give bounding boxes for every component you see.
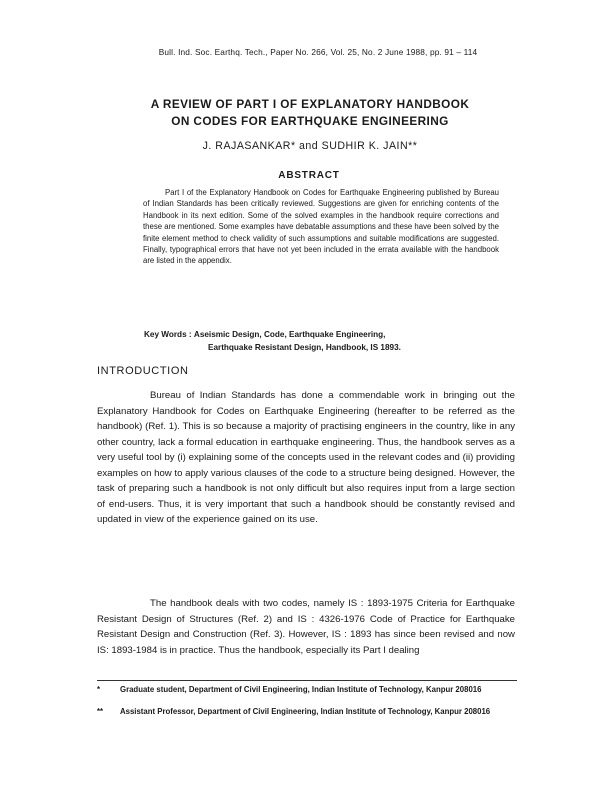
keywords-label: Key Words : (144, 330, 192, 339)
keywords-block (144, 328, 500, 354)
introduction-paragraph-1: Bureau of Indian Standards has done a commendable work in bringing out the Explanatory Handbook for Codes on Earthquake Engineering (hereafter to be referred as the handbook) (Ref. 1). This is so because a majority of practising engineers in the country, like in any other country, lack a formal education in earthquake engineering. Thus, the handbook serves as a very useful tool by (i) explaining some of the concepts used in the relevant codes and (ii) providing examples on how to apply various clauses of the code to a structure being designed. However, the task of preparing such a handbook is not only difficult but also requires input from a large section of end-users. Thus, it is very important that such a handbook should be constantly revised and updated in view of the experience gained on its use. (97, 390, 515, 525)
footnote-2-text: Assistant Professor, Department of Civil Engineering, Indian Institute of Technology, Kanpur 208016 (120, 707, 491, 716)
introduction-paragraph-2: The handbook deals with two codes, namely IS : 1893-1975 Criteria for Earthquake Resistant Design of Structures (Ref. 2) and IS : 4326-1976 Code of Practice for Earthquake Resistant Design and Construction (Ref. 3). However, IS : 1893 has since been revised and now IS: 1893-1984 is in practice. Thus the handbook, especially its Part I dealing (97, 598, 515, 656)
keywords-line-2: Earthquake Resistant Design, Handbook, IS 1893. (208, 343, 401, 352)
journal-citation: Bull. Ind. Soc. Earthq. Tech., Paper No. 266, Vol. 25, No. 2 June 1988, pp. 91 – 114 (158, 47, 478, 57)
introduction-heading: INTRODUCTION (97, 365, 189, 377)
footnote-1 (97, 685, 517, 695)
abstract-heading: ABSTRACT (278, 170, 340, 181)
title-line-1: A REVIEW OF PART I OF EXPLANATORY HANDBOOK (150, 97, 470, 111)
paper-title (100, 96, 520, 130)
author-line: J. RAJASANKAR* and SUDHIR K. JAIN** (202, 140, 418, 152)
footnote-1-mark: * (97, 685, 101, 694)
keywords-line-1: Aseismic Design, Code, Earthquake Engineering, (193, 330, 386, 339)
footnote-divider (97, 680, 517, 681)
footnote-2-mark: ** (97, 707, 104, 716)
footnote-1-text: Graduate student, Department of Civil Engineering, Indian Institute of Technology, Kanpur 208016 (120, 685, 482, 694)
abstract-text: Part I of the Explanatory Handbook on Codes for Earthquake Engineering published by Bureau of Indian Standards has been critically reviewed. Suggestions are given for enriching contents of the Handbook in its next edition. Some of the solved examples in the handbook require corrections and these are mentioned. Some examples have debatable assumptions and these have been solved by the finite element method to check validity of such assumptions and suitable modifications are suggested. Finally, typographical errors that have not yet been included in the errata available with the handbook are listed in the appendix. (143, 188, 499, 266)
title-line-2: ON CODES FOR EARTHQUAKE ENGINEERING (171, 114, 449, 128)
footnote-2 (97, 707, 517, 717)
